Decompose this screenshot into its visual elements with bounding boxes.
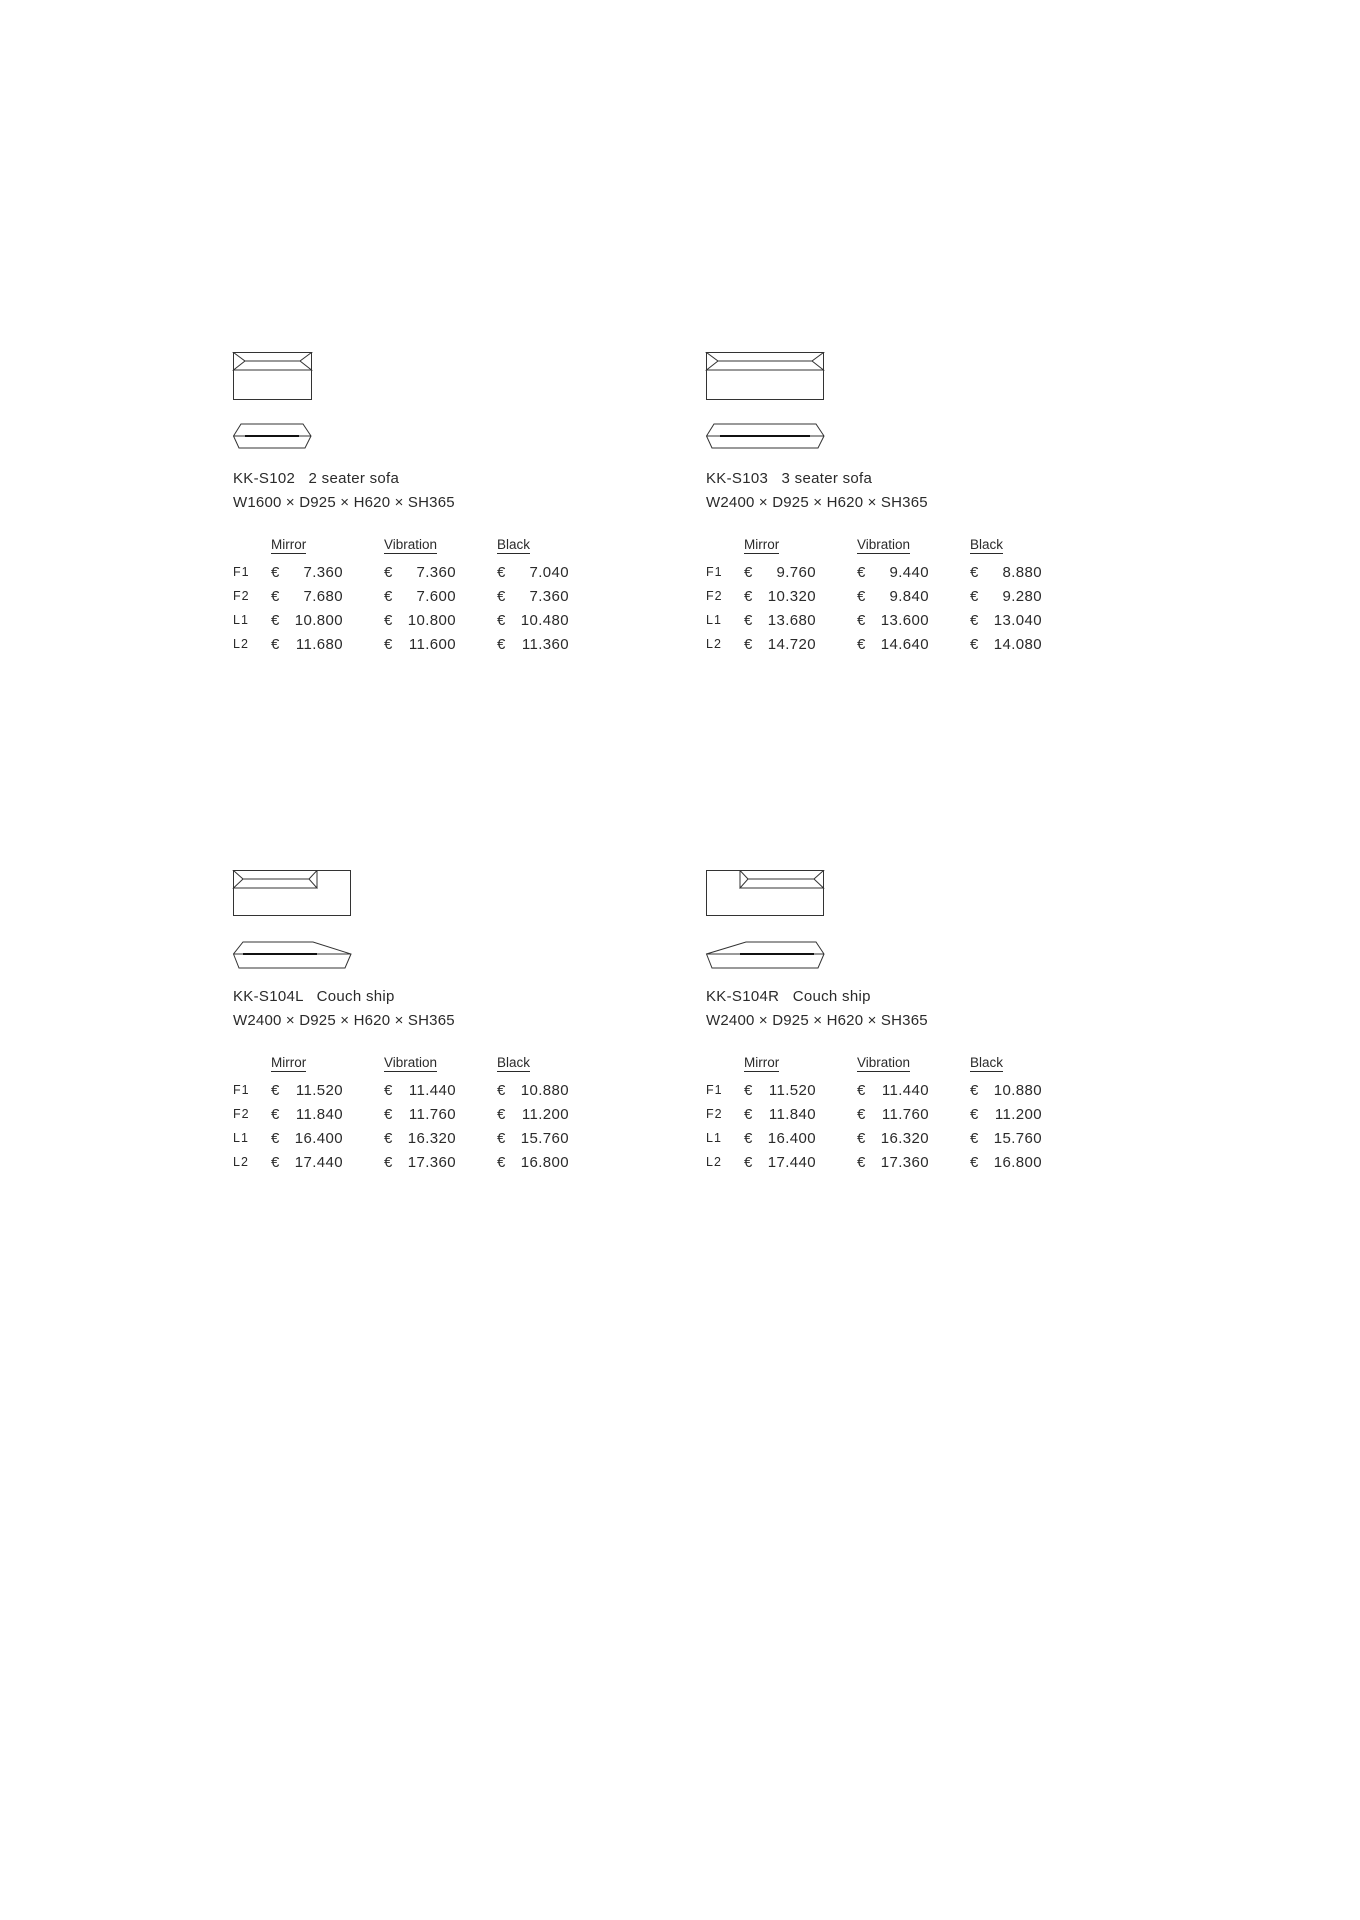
table-row [233,584,610,608]
grade-label: L1 [706,613,722,627]
product-title: KK-S102 2 seater sofa [233,470,400,487]
column-header-black: Black [497,1055,531,1070]
price-cell: € 11.200 [970,1105,1042,1123]
price-cell: € 16.400 [744,1129,816,1147]
price-cell: € 7.600 [384,587,456,605]
price-cell: € 7.360 [497,587,569,605]
grade-label: F2 [233,589,250,603]
price-cell: € 16.320 [857,1129,929,1147]
price-cell: € 9.840 [857,587,929,605]
price-cell: € 15.760 [970,1129,1042,1147]
grade-label: L1 [233,1131,249,1145]
table-row [706,1126,1083,1150]
price-cell: € 13.600 [857,611,929,629]
price-cell: € 14.080 [970,635,1042,653]
column-header-black: Black [497,537,531,552]
column-header-vibration: Vibration [857,1055,911,1070]
product-dimensions: W1600 × D925 × H620 × SH365 [233,494,455,511]
price-cell: € 17.360 [384,1153,456,1171]
grade-column-header [706,537,744,560]
product-dimensions: W2400 × D925 × H620 × SH365 [706,494,928,511]
price-cell: € 11.360 [497,635,569,653]
price-cell: € 14.640 [857,635,929,653]
couch-plan-drawing-icon [233,870,353,920]
table-row [233,1078,610,1102]
grade-label: L1 [233,613,249,627]
table-row [706,584,1083,608]
price-table [706,537,1083,656]
column-header-mirror: Mirror [744,1055,780,1070]
price-cell: € 11.520 [744,1081,816,1099]
price-cell: € 11.680 [271,635,343,653]
price-cell: € 16.800 [497,1153,569,1171]
price-cell: € 10.880 [970,1081,1042,1099]
price-cell: € 7.680 [271,587,343,605]
product-title: KK-S104R Couch ship [706,988,871,1005]
price-cell: € 7.040 [497,563,569,581]
price-cell: € 10.800 [384,611,456,629]
price-cell: € 10.800 [271,611,343,629]
couch-plan-drawing-icon [706,870,826,920]
price-cell: € 13.040 [970,611,1042,629]
column-header-mirror: Mirror [744,537,780,552]
price-cell: € 11.840 [744,1105,816,1123]
price-cell: € 11.440 [857,1081,929,1099]
price-cell: € 10.880 [497,1081,569,1099]
price-table-header [706,1055,1083,1078]
price-cell: € 17.360 [857,1153,929,1171]
table-row [706,632,1083,656]
column-header-black: Black [970,537,1004,552]
price-table-header [233,537,610,560]
price-cell: € 10.320 [744,587,816,605]
table-row [233,1150,610,1174]
price-table [706,1055,1083,1174]
column-header-mirror: Mirror [271,537,307,552]
grade-label: L1 [706,1131,722,1145]
sofa-side-drawing-icon [706,420,826,452]
grade-label: L2 [706,637,722,651]
price-cell: € 11.520 [271,1081,343,1099]
grade-label: L2 [233,637,249,651]
price-cell: € 9.280 [970,587,1042,605]
price-cell: € 9.760 [744,563,816,581]
sofa-plan-drawing-icon [233,352,313,402]
price-table [233,537,610,656]
grade-label: F1 [233,1083,250,1097]
price-cell: € 11.840 [271,1105,343,1123]
price-cell: € 11.760 [857,1105,929,1123]
price-cell: € 15.760 [497,1129,569,1147]
grade-label: F1 [233,565,250,579]
grade-label: F2 [233,1107,250,1121]
column-header-mirror: Mirror [271,1055,307,1070]
price-cell: € 14.720 [744,635,816,653]
table-row [233,560,610,584]
grade-label: F1 [706,1083,723,1097]
price-cell: € 7.360 [384,563,456,581]
grade-label: L2 [233,1155,249,1169]
product-dimensions: W2400 × D925 × H620 × SH365 [233,1012,455,1029]
table-row [706,1102,1083,1126]
price-cell: € 17.440 [744,1153,816,1171]
price-cell: € 11.200 [497,1105,569,1123]
table-row [706,1150,1083,1174]
column-header-vibration: Vibration [857,537,911,552]
price-table [233,1055,610,1174]
grade-label: F2 [706,1107,723,1121]
product-title: KK-S104L Couch ship [233,988,395,1005]
price-cell: € 17.440 [271,1153,343,1171]
grade-column-header [706,1055,744,1078]
table-row [233,632,610,656]
price-table-header [233,1055,610,1078]
price-cell: € 11.440 [384,1081,456,1099]
price-cell: € 11.600 [384,635,456,653]
price-cell: € 16.800 [970,1153,1042,1171]
price-table-header [706,537,1083,560]
table-row [706,1078,1083,1102]
product-dimensions: W2400 × D925 × H620 × SH365 [706,1012,928,1029]
price-cell: € 10.480 [497,611,569,629]
price-cell: € 16.400 [271,1129,343,1147]
price-cell: € 16.320 [384,1129,456,1147]
table-row [233,608,610,632]
column-header-vibration: Vibration [384,537,438,552]
grade-label: L2 [706,1155,722,1169]
table-row [233,1126,610,1150]
grade-column-header [233,537,271,560]
price-cell: € 7.360 [271,563,343,581]
table-row [706,560,1083,584]
price-cell: € 9.440 [857,563,929,581]
product-title: KK-S103 3 seater sofa [706,470,873,487]
grade-column-header [233,1055,271,1078]
grade-label: F1 [706,565,723,579]
column-header-vibration: Vibration [384,1055,438,1070]
sofa-side-drawing-icon [233,420,313,452]
grade-label: F2 [706,589,723,603]
sofa-plan-drawing-icon [706,352,826,402]
table-row [706,608,1083,632]
price-cell: € 11.760 [384,1105,456,1123]
price-cell: € 13.680 [744,611,816,629]
table-row [233,1102,610,1126]
couch-side-drawing-icon [233,938,353,970]
price-cell: € 8.880 [970,563,1042,581]
column-header-black: Black [970,1055,1004,1070]
couch-side-drawing-icon [706,938,826,970]
